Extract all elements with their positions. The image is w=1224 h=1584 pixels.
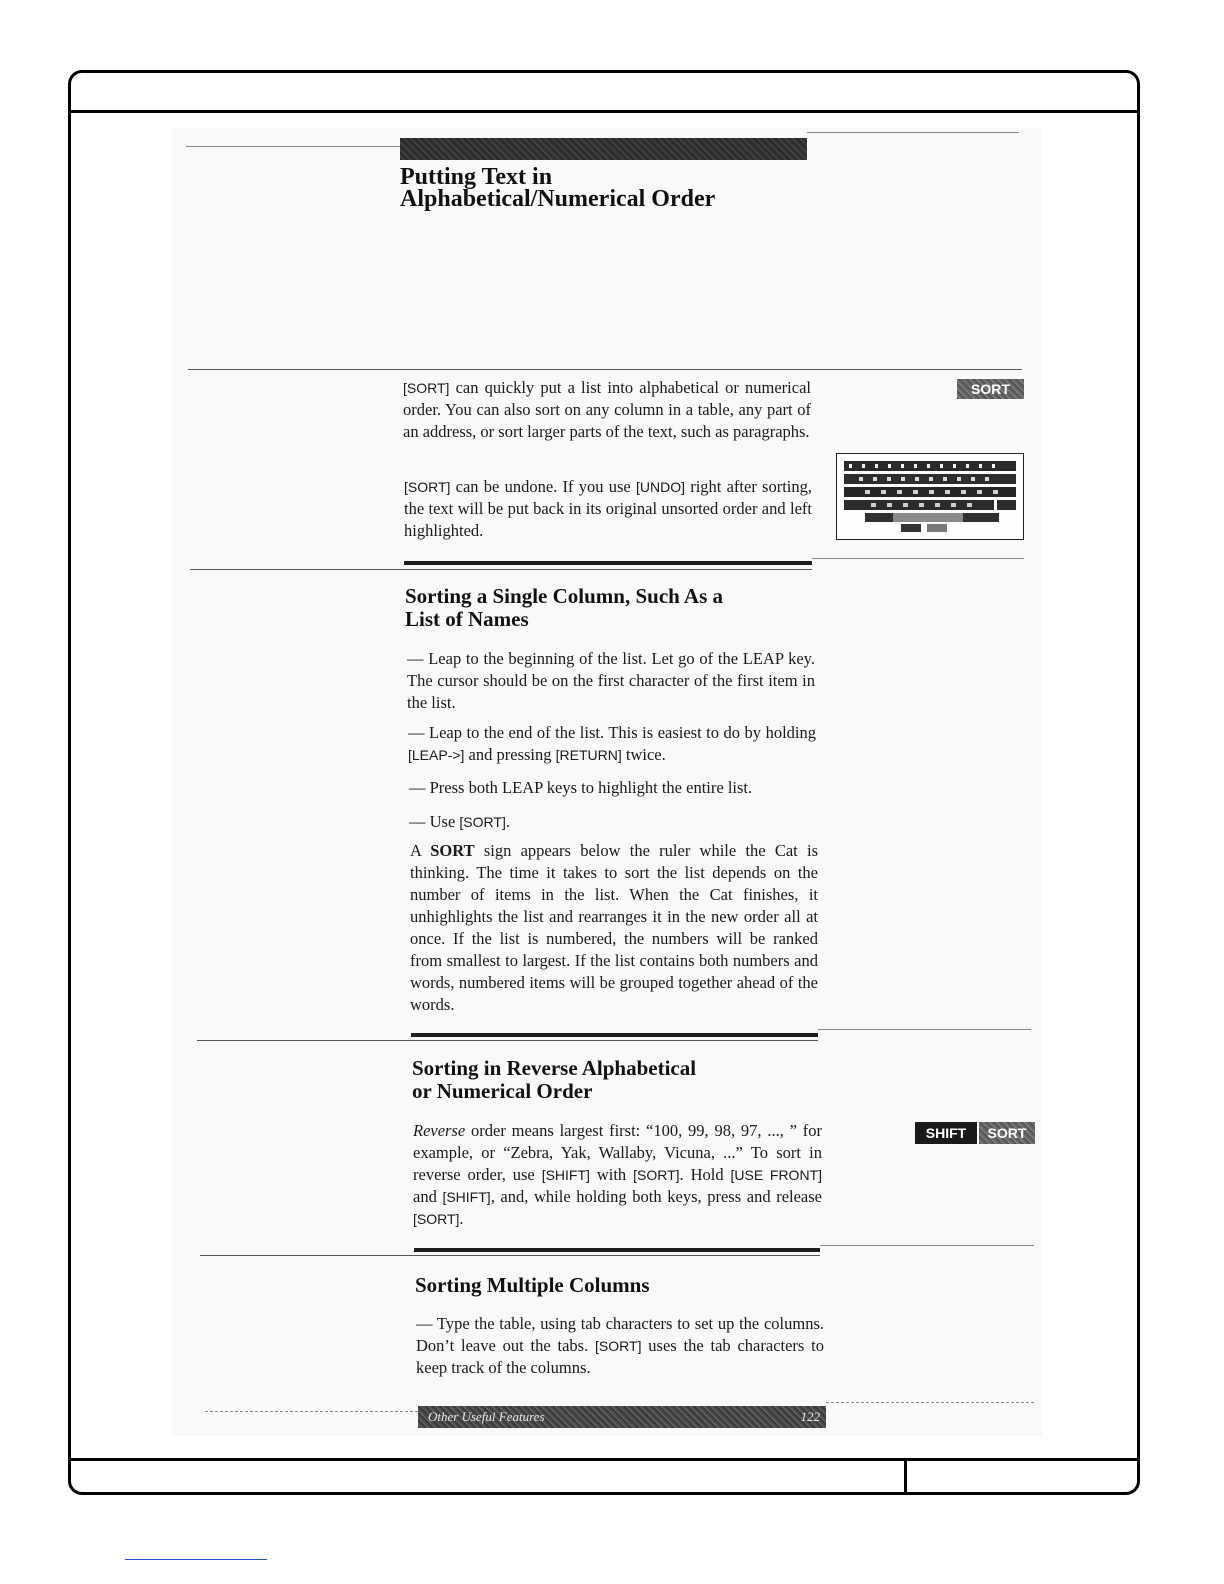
intro-p1-text: can quickly put a list into alphabetical or numerical order. You can also sort on any column in a table, any part of an address, or sort larger parts of the text, such as paragraphs. <box>403 378 811 441</box>
section2-top-rule-right <box>818 1029 1031 1030</box>
section1-step2: — Leap to the end of the list. This is easiest to do by holding [LEAP->] and pressing [RETURN] twice. <box>408 723 816 764</box>
top-left-rule <box>186 146 400 147</box>
bottom-underline <box>125 1559 267 1560</box>
footer-right-rule <box>826 1402 1034 1403</box>
sort-key-ref: [SORT] <box>633 1167 680 1183</box>
sort-keycap-icon-2: SORT <box>979 1122 1035 1144</box>
keyboard-icon <box>837 454 1023 539</box>
section2-top-rule <box>197 1040 818 1041</box>
section1-step1: — Leap to the beginning of the list. Let go of the LEAP key. The cursor should be on the first character of the first item in the list. <box>407 649 815 712</box>
section1-step3: — Press both LEAP keys to highlight the entire list. <box>409 778 753 797</box>
section3-title: Sorting Multiple Columns <box>415 1273 650 1297</box>
page-title <box>400 166 820 210</box>
shift-key-ref: [SHIFT] <box>541 1167 590 1183</box>
intro-paragraph-1 <box>403 377 811 443</box>
keyboard-illustration <box>836 453 1024 540</box>
sort-keycap-icon: SORT <box>957 379 1024 399</box>
shift-keycap-icon: SHIFT <box>915 1122 977 1144</box>
shift-key-ref: [SHIFT] <box>442 1189 491 1205</box>
sort-key-ref: [SORT] <box>459 814 506 830</box>
frame-footer-divider <box>904 1458 907 1492</box>
section3-paragraph: — Type the table, using tab characters to set up the columns. Don’t leave out the tabs. [SORT] uses the tab characters to keep track of the columns. <box>416 1314 824 1377</box>
section1-top-rule-right <box>812 558 1024 559</box>
section3-top-rule <box>200 1255 820 1256</box>
section1-top-rule <box>190 569 812 570</box>
sort-key-ref: [SORT] <box>595 1338 642 1354</box>
section2-paragraph: Reverse order means largest first: “100, 99, 98, 97, ..., ” for example, or “Zebra, Yak, Wallaby, Vicuna, ...” To sort in reverse order, use [SHIFT] with [SORT]. Hold [USE FRONT] and [SHIFT], and, while holding both keys, press and release [SORT]. <box>413 1121 823 1228</box>
sort-key-ref: [SORT] <box>403 380 450 396</box>
page-title-line2: Alphabetical/Numerical Order <box>400 186 716 212</box>
section1-step4: — Use [SORT]. <box>409 812 510 831</box>
use-front-key-ref: [USE FRONT] <box>730 1167 823 1183</box>
page-title-line1: Putting Text in <box>400 164 553 190</box>
section2-title: Sorting in Reverse Alphabetical or Numerical Order <box>412 1056 697 1103</box>
footer-page-number: 122 <box>800 1409 820 1424</box>
sort-key-ref: [SORT] <box>404 479 451 495</box>
footer-section-name: Other Useful Features <box>428 1409 545 1424</box>
frame-header-rule <box>71 110 1137 113</box>
frame-footer-rule <box>71 1458 1137 1461</box>
intro-p2-text1: can be undone. If you use <box>450 477 636 496</box>
footer-left-rule <box>205 1411 418 1412</box>
undo-key-ref: [UNDO] <box>635 479 685 495</box>
leap-forward-key-ref: [LEAP->] <box>408 747 465 763</box>
section2-top-bar <box>411 1033 818 1037</box>
intro-paragraph-2 <box>404 476 812 542</box>
sort-sign-term: SORT <box>430 841 475 860</box>
intro-top-rule <box>188 369 1022 370</box>
sort-key-ref: [SORT] <box>413 1211 460 1227</box>
section1-explanation: A SORT sign appears below the ruler while the Cat is thinking. The time it takes to sort the list depends on the number of items in the list. When the Cat finishes, it unhighlights the list and rearranges it in the new order all at once. If the list is numbered, the numbers will be ranked from smallest to largest. If the list contains both numbers and words, numbered items will be grouped together ahead of the words. <box>410 841 818 1014</box>
section1-title: Sorting a Single Column, Such As a List of Names <box>405 584 723 631</box>
footer-band <box>418 1406 826 1428</box>
intro-p2-text2: right after sorting, the text will be put back in its original unsorted order and left highlighted. <box>404 477 813 540</box>
top-right-rule <box>807 132 1019 133</box>
section3-top-rule-right <box>820 1245 1034 1246</box>
section3-top-bar <box>414 1248 820 1252</box>
return-key-ref: [RETURN] <box>555 747 622 763</box>
title-banner-bar <box>400 138 807 160</box>
section1-top-bar <box>404 561 812 565</box>
